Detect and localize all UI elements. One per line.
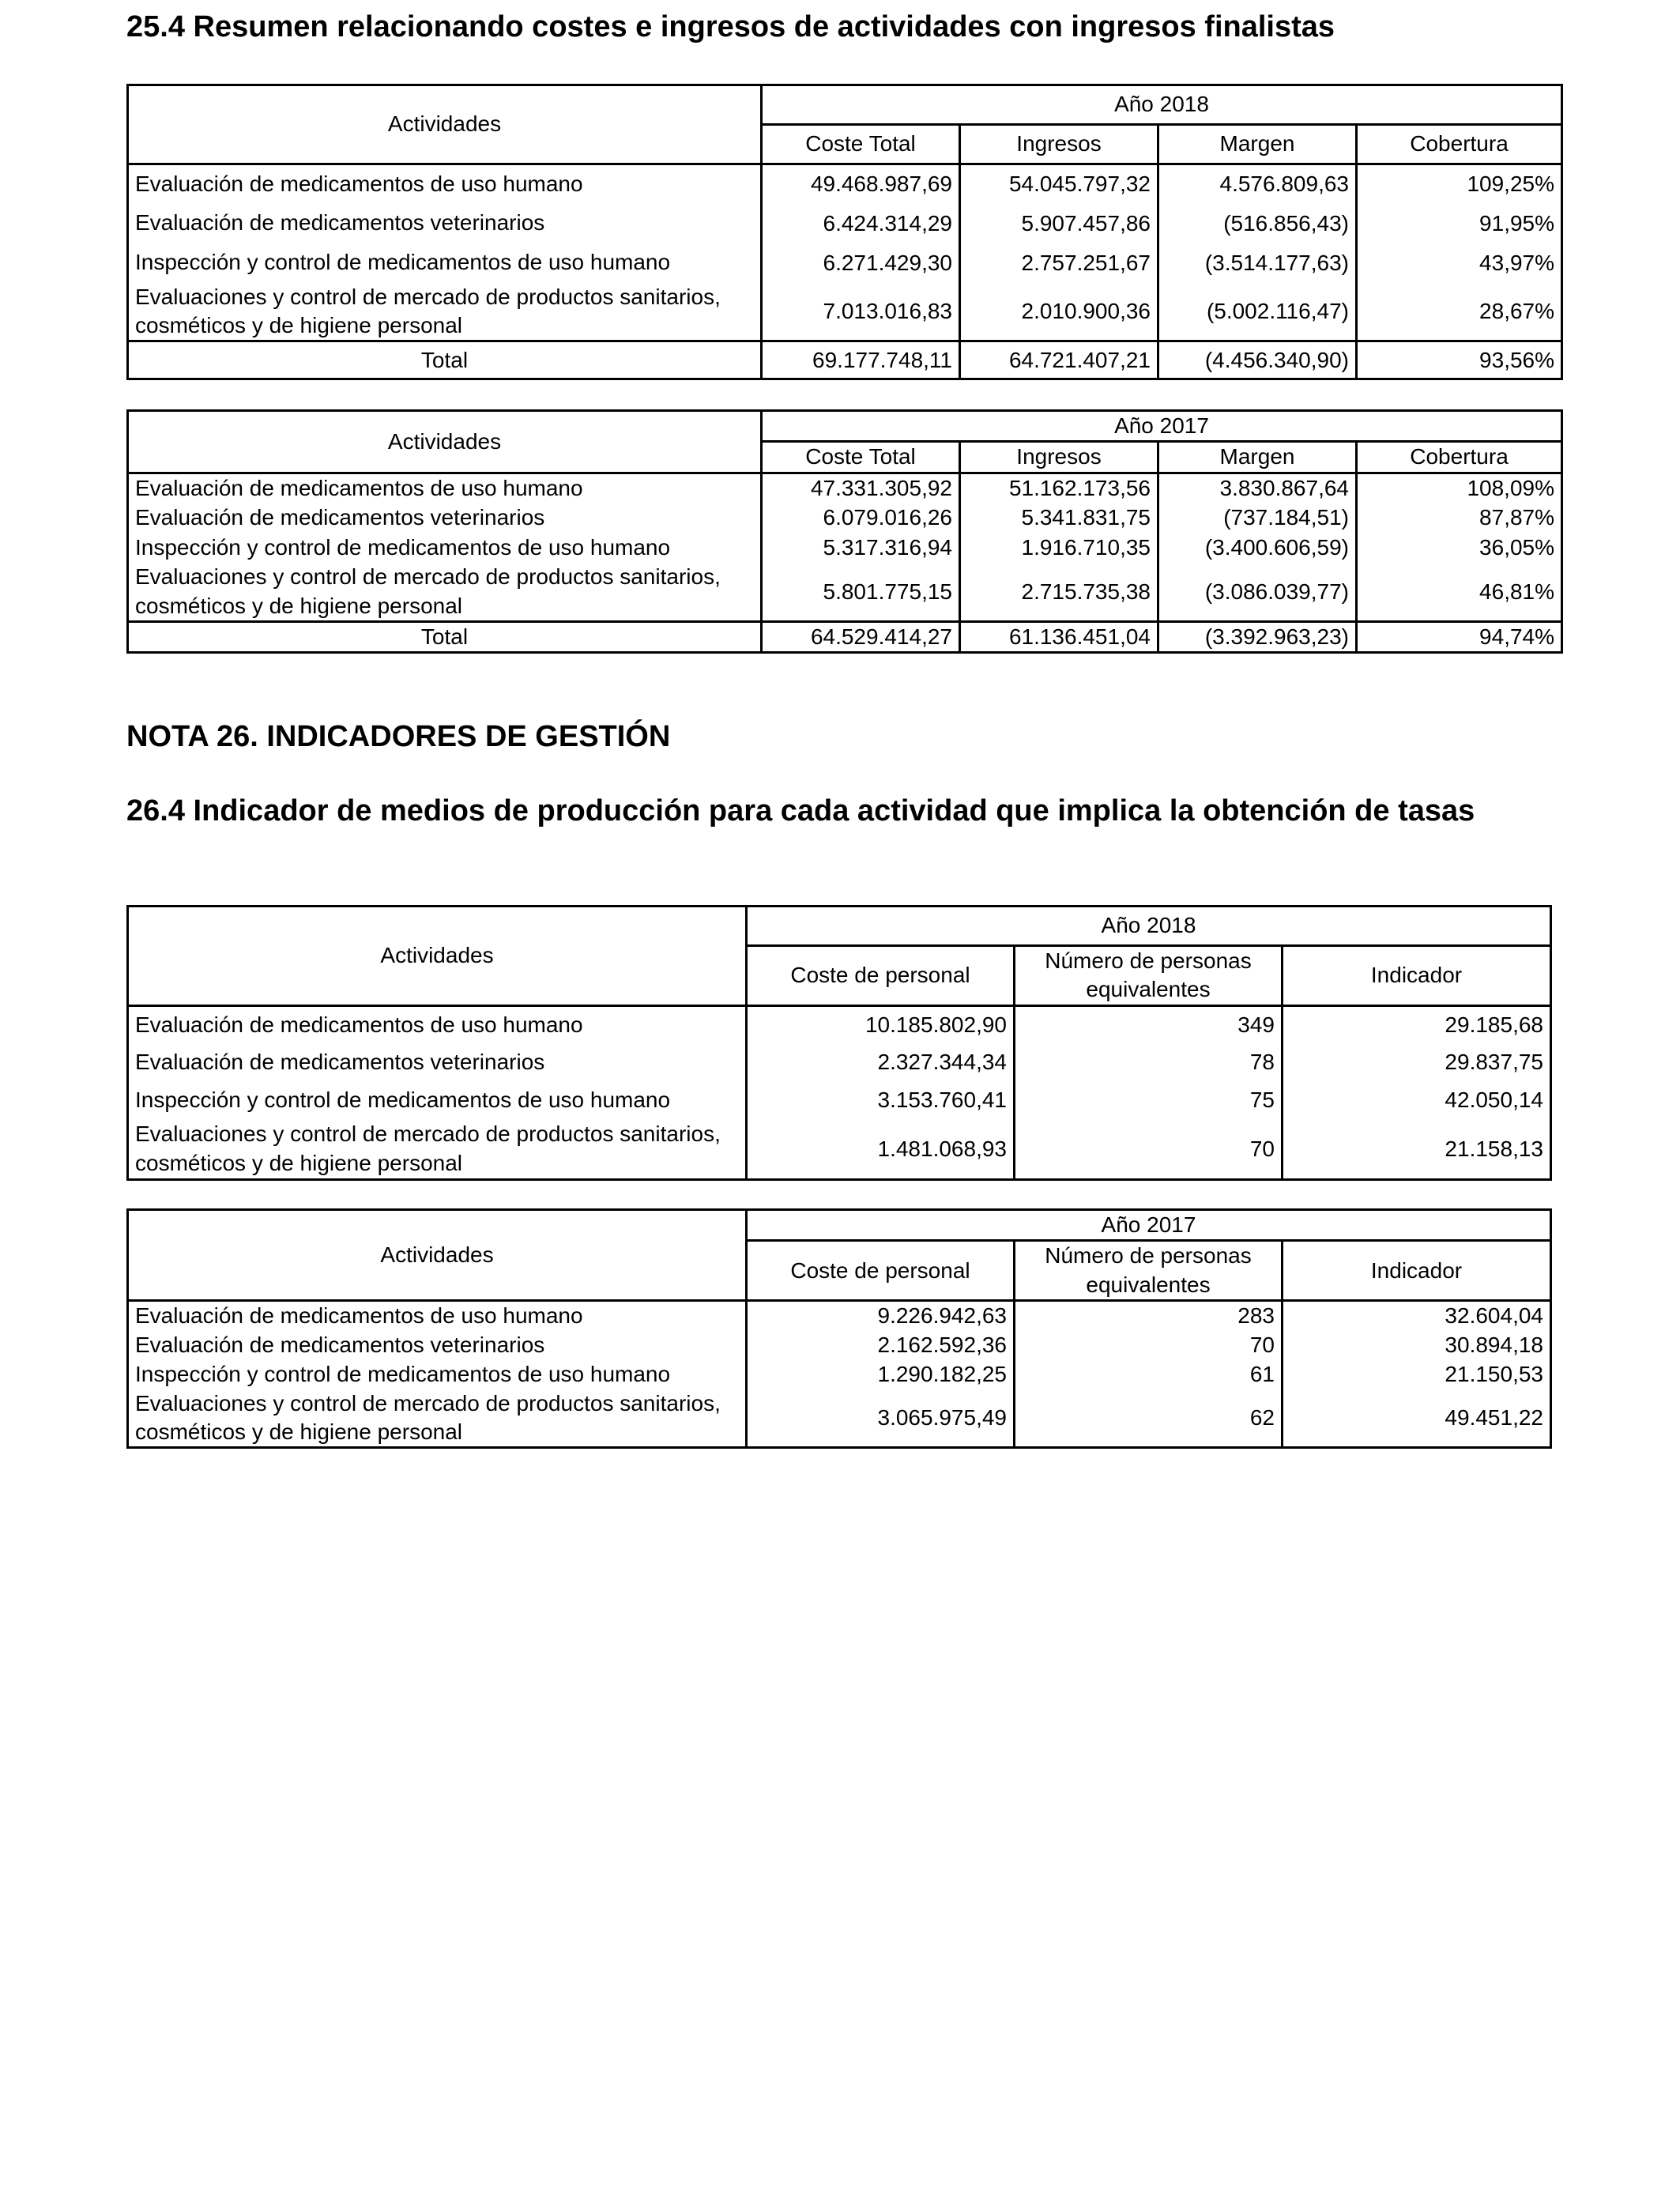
table-row: [128, 1301, 1551, 1331]
coste-total-value: 7.013.016,83: [762, 283, 960, 341]
activity-label: Inspección y control de medicamentos de uso humano: [128, 533, 762, 563]
activity-label: Inspección y control de medicamentos de uso humano: [128, 1081, 747, 1119]
activity-label: Evaluación de medicamentos veterinarios: [128, 1043, 747, 1081]
total-margen-value: (4.456.340,90): [1158, 341, 1357, 379]
cobertura-value: 108,09%: [1357, 473, 1562, 503]
coste-personal-value: 2.327.344,34: [747, 1043, 1015, 1081]
production-means-table-2017: [126, 1208, 1552, 1449]
indicador-value: 49.451,22: [1283, 1389, 1551, 1448]
table-row: [128, 1360, 1551, 1389]
table-row: [128, 204, 1562, 243]
production-means-table-2018: [126, 905, 1552, 1181]
coste-personal-value: 3.065.975,49: [747, 1389, 1015, 1448]
personas-value: 78: [1015, 1043, 1283, 1081]
total-cobertura-value: 94,74%: [1357, 622, 1562, 653]
activity-label: Evaluación de medicamentos veterinarios: [128, 204, 762, 243]
personas-value: 61: [1015, 1360, 1283, 1389]
table-row: [128, 1331, 1551, 1360]
indicador-value: 29.185,68: [1283, 1005, 1551, 1043]
indicador-value: 42.050,14: [1283, 1081, 1551, 1119]
header-ingresos: Ingresos: [960, 442, 1158, 473]
activity-label: Evaluaciones y control de mercado de productos sanitarios, cosméticos y de higiene personal: [128, 283, 762, 341]
margen-value: (737.184,51): [1158, 503, 1357, 533]
header-personas: Número de personas equivalentes: [1015, 1241, 1283, 1301]
section-26-4-title: 26.4 Indicador de medios de producción para cada actividad que implica la obtención de tasas: [126, 794, 1475, 827]
margen-value: (3.400.606,59): [1158, 533, 1357, 563]
table-row: [128, 1081, 1551, 1119]
personas-value: 283: [1015, 1301, 1283, 1331]
total-row: [128, 341, 1562, 379]
margen-value: 3.830.867,64: [1158, 473, 1357, 503]
total-cobertura-value: 93,56%: [1357, 341, 1562, 379]
table-row: [128, 563, 1562, 621]
activity-label: Evaluación de medicamentos veterinarios: [128, 503, 762, 533]
coste-personal-value: 10.185.802,90: [747, 1005, 1015, 1043]
ingresos-value: 51.162.173,56: [960, 473, 1158, 503]
ingresos-value: 54.045.797,32: [960, 164, 1158, 204]
coste-personal-value: 9.226.942,63: [747, 1301, 1015, 1331]
cobertura-value: 36,05%: [1357, 533, 1562, 563]
personas-value: 70: [1015, 1331, 1283, 1360]
activity-label: Evaluación de medicamentos de uso humano: [128, 473, 762, 503]
coste-total-value: 49.468.987,69: [762, 164, 960, 204]
cobertura-value: 46,81%: [1357, 563, 1562, 621]
activity-label: Evaluación de medicamentos de uso humano: [128, 1301, 747, 1331]
ingresos-value: 5.341.831,75: [960, 503, 1158, 533]
header-year: Año 2017: [747, 1210, 1551, 1241]
indicador-value: 29.837,75: [1283, 1043, 1551, 1081]
header-activities: Actividades: [128, 907, 747, 1006]
coste-total-value: 5.317.316,94: [762, 533, 960, 563]
coste-personal-value: 1.290.182,25: [747, 1360, 1015, 1389]
coste-total-value: 6.271.429,30: [762, 243, 960, 283]
coste-personal-value: 2.162.592,36: [747, 1331, 1015, 1360]
header-cobertura: Cobertura: [1357, 442, 1562, 473]
total-label: Total: [128, 622, 762, 653]
header-coste-personal: Coste de personal: [747, 946, 1015, 1006]
header-year: Año 2018: [747, 907, 1551, 946]
margen-value: (3.086.039,77): [1158, 563, 1357, 621]
personas-value: 75: [1015, 1081, 1283, 1119]
header-year: Año 2018: [762, 85, 1562, 125]
ingresos-value: 2.715.735,38: [960, 563, 1158, 621]
activity-label: Inspección y control de medicamentos de uso humano: [128, 1360, 747, 1389]
indicador-value: 21.158,13: [1283, 1119, 1551, 1179]
total-coste-value: 64.529.414,27: [762, 622, 960, 653]
ingresos-value: 2.757.251,67: [960, 243, 1158, 283]
header-margen: Margen: [1158, 442, 1357, 473]
cost-income-table-2017: [126, 409, 1563, 654]
header-coste-total: Coste Total: [762, 442, 960, 473]
coste-total-value: 6.424.314,29: [762, 204, 960, 243]
indicador-value: 21.150,53: [1283, 1360, 1551, 1389]
table-row: [128, 503, 1562, 533]
section-25-4-title: 25.4 Resumen relacionando costes e ingresos de actividades con ingresos finalistas: [126, 10, 1335, 43]
activity-label: Evaluaciones y control de mercado de productos sanitarios, cosméticos y de higiene personal: [128, 563, 762, 621]
header-personas: Número de personas equivalentes: [1015, 946, 1283, 1006]
total-coste-value: 69.177.748,11: [762, 341, 960, 379]
table-row: [128, 243, 1562, 283]
table-row: [128, 533, 1562, 563]
header-activities: Actividades: [128, 85, 762, 164]
total-label: Total: [128, 341, 762, 379]
header-indicador: Indicador: [1283, 1241, 1551, 1301]
personas-value: 349: [1015, 1005, 1283, 1043]
table-row: [128, 1043, 1551, 1081]
activity-label: Evaluaciones y control de mercado de productos sanitarios, cosméticos y de higiene personal: [128, 1119, 747, 1179]
table-row: [128, 1389, 1551, 1448]
cobertura-value: 87,87%: [1357, 503, 1562, 533]
table-row: [128, 1119, 1551, 1179]
personas-value: 62: [1015, 1389, 1283, 1448]
table-row: [128, 473, 1562, 503]
personas-value: 70: [1015, 1119, 1283, 1179]
cobertura-value: 43,97%: [1357, 243, 1562, 283]
nota-26-title: NOTA 26. INDICADORES DE GESTIÓN: [126, 720, 671, 753]
cobertura-value: 109,25%: [1357, 164, 1562, 204]
cost-income-table-2018: [126, 84, 1563, 380]
activity-label: Evaluación de medicamentos de uso humano: [128, 164, 762, 204]
indicador-value: 30.894,18: [1283, 1331, 1551, 1360]
header-indicador: Indicador: [1283, 946, 1551, 1006]
header-ingresos: Ingresos: [960, 125, 1158, 164]
coste-total-value: 5.801.775,15: [762, 563, 960, 621]
header-coste-personal: Coste de personal: [747, 1241, 1015, 1301]
margen-value: (3.514.177,63): [1158, 243, 1357, 283]
header-cobertura: Cobertura: [1357, 125, 1562, 164]
activity-label: Inspección y control de medicamentos de uso humano: [128, 243, 762, 283]
total-ingresos-value: 64.721.407,21: [960, 341, 1158, 379]
coste-personal-value: 3.153.760,41: [747, 1081, 1015, 1119]
margen-value: (516.856,43): [1158, 204, 1357, 243]
total-margen-value: (3.392.963,23): [1158, 622, 1357, 653]
header-activities: Actividades: [128, 411, 762, 473]
total-ingresos-value: 61.136.451,04: [960, 622, 1158, 653]
ingresos-value: 2.010.900,36: [960, 283, 1158, 341]
cobertura-value: 28,67%: [1357, 283, 1562, 341]
header-margen: Margen: [1158, 125, 1357, 164]
table-row: [128, 1005, 1551, 1043]
indicador-value: 32.604,04: [1283, 1301, 1551, 1331]
total-row: [128, 622, 1562, 653]
ingresos-value: 1.916.710,35: [960, 533, 1158, 563]
coste-total-value: 47.331.305,92: [762, 473, 960, 503]
activity-label: Evaluación de medicamentos de uso humano: [128, 1005, 747, 1043]
ingresos-value: 5.907.457,86: [960, 204, 1158, 243]
margen-value: 4.576.809,63: [1158, 164, 1357, 204]
cobertura-value: 91,95%: [1357, 204, 1562, 243]
coste-total-value: 6.079.016,26: [762, 503, 960, 533]
coste-personal-value: 1.481.068,93: [747, 1119, 1015, 1179]
activity-label: Evaluaciones y control de mercado de productos sanitarios, cosméticos y de higiene personal: [128, 1389, 747, 1448]
table-row: [128, 164, 1562, 204]
table-row: [128, 283, 1562, 341]
header-coste-total: Coste Total: [762, 125, 960, 164]
activity-label: Evaluación de medicamentos veterinarios: [128, 1331, 747, 1360]
margen-value: (5.002.116,47): [1158, 283, 1357, 341]
header-activities: Actividades: [128, 1210, 747, 1301]
header-year: Año 2017: [762, 411, 1562, 442]
